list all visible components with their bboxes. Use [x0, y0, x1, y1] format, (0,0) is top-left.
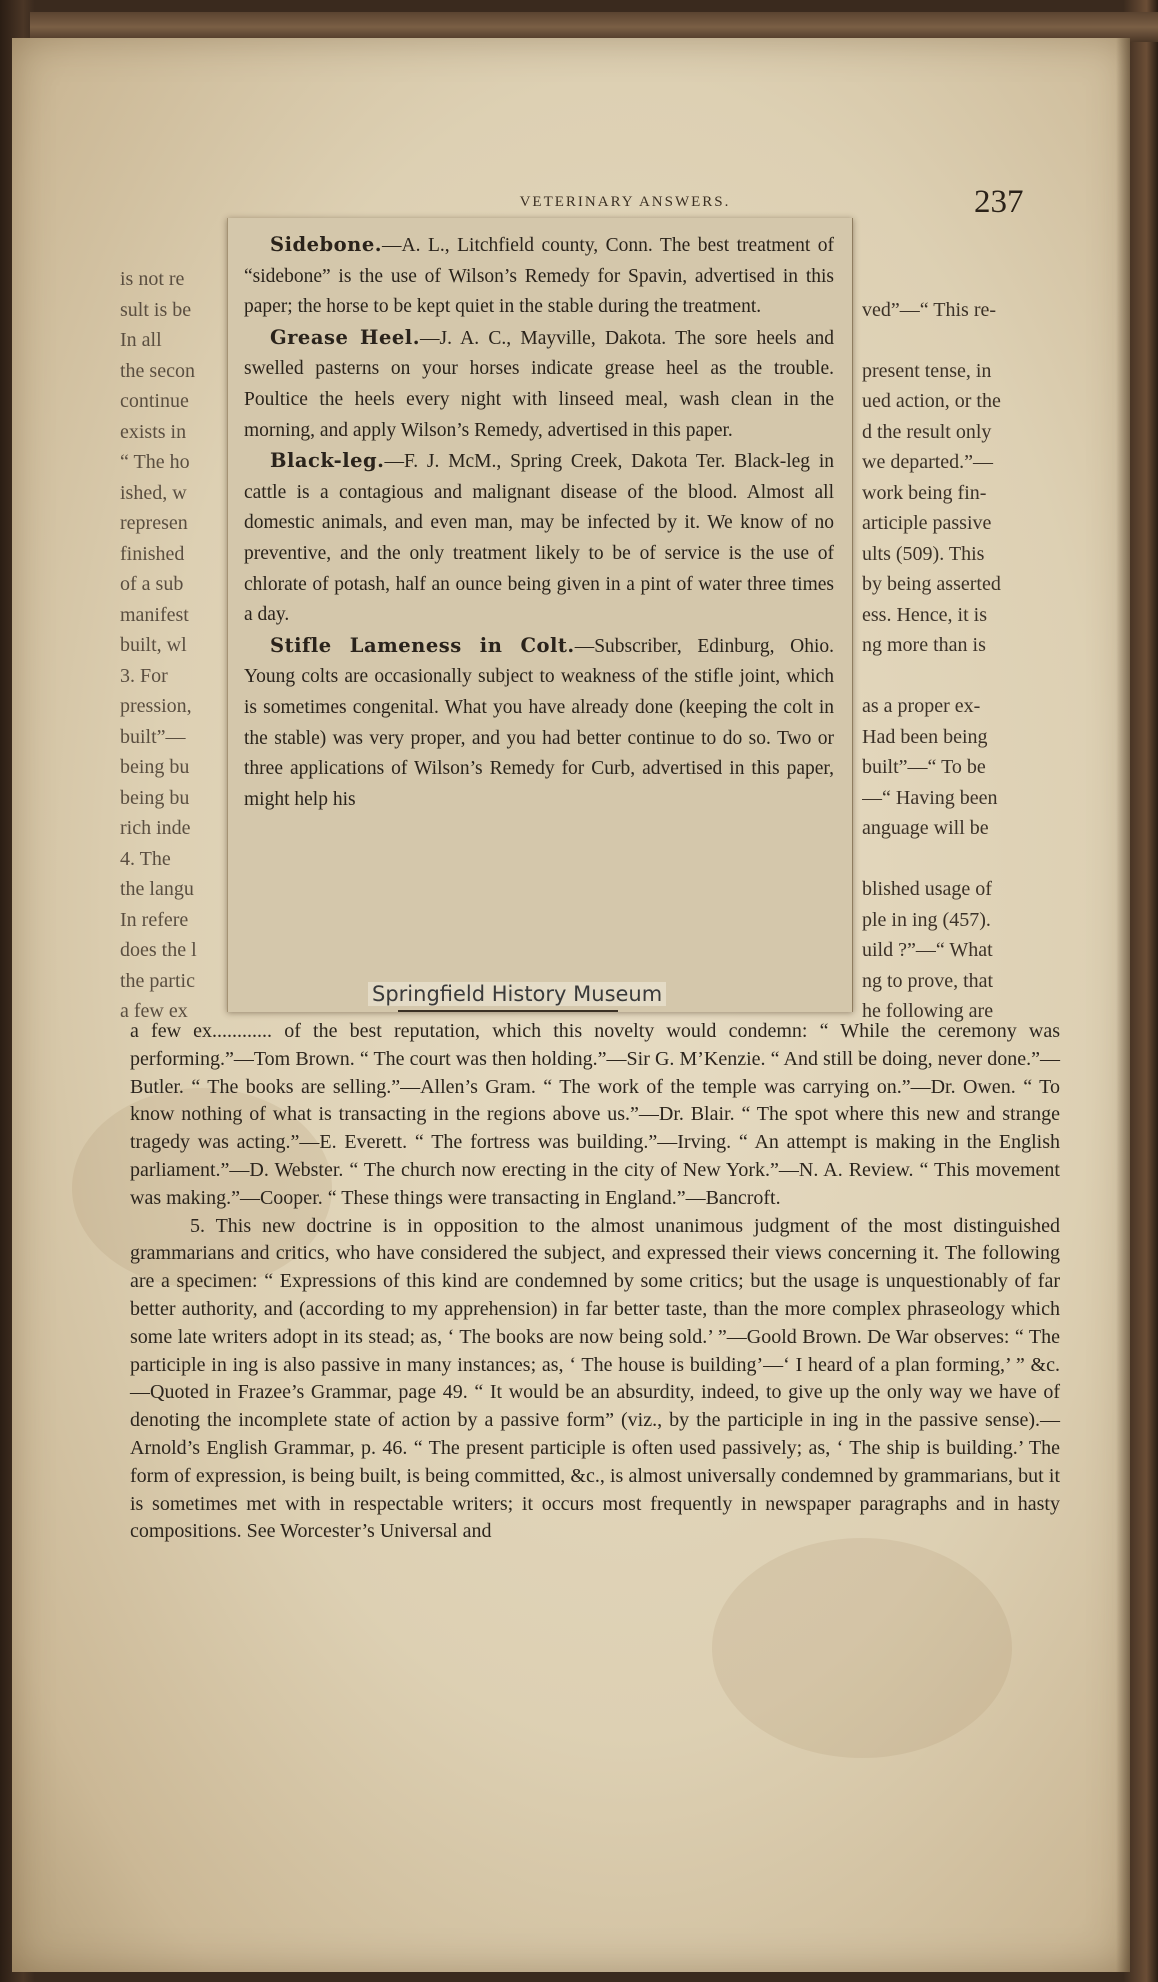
underlying-text-fragment: uild ?”—“ What — [862, 939, 993, 961]
underlying-text-fragment: manifest — [120, 603, 189, 626]
underlying-text-fragment: rich inde — [120, 817, 191, 839]
underlying-text-fragment: being bu — [120, 786, 190, 809]
underlying-text-fragment: pression, — [120, 695, 192, 717]
clipping-entry-black-leg — [244, 446, 834, 631]
underlying-text-fragment: —“ Having been — [862, 786, 998, 809]
underlying-text-fragment: sult is be — [120, 298, 192, 321]
entry-heading: Black-leg. — [270, 449, 385, 473]
clipping-entry-stifle-lameness — [244, 631, 834, 816]
underlying-text-fragment: 3. For — [120, 664, 168, 687]
underlying-text-fragment: does the l — [120, 939, 197, 961]
underlying-text-fragment — [862, 661, 1062, 692]
clipping-text — [244, 230, 834, 815]
entry-text: —J. A. C., Mayville, Dakota. The sore heels and swelled pasterns on your horses indicate grease heel as the trouble. Poultice the heels every night with linseed meal, wash clean in the morning, and apply Wilson’s Remedy, advertised in this paper. — [244, 327, 834, 441]
underlying-text-fragment: work being fin- — [862, 481, 987, 504]
running-head: VETERINARY ANSWERS. — [519, 194, 731, 210]
body-paragraph-5: 5. This new doctrine is in opposition to the almost unanimous judgment of the most distinguished grammarians and critics, who have considered the subject, and expressed their views concerning it. The following are a specimen: “ Expressions of this kind are condemned by some critics; but the usage is unquestionably of far better authority, and (according to my apprehension) in far better taste, than the more complex phraseology which some late writers adopt in its stead; as, ‘ The books are now being sold.’ ”—Goold Brown. De War observes: “ The participle in ing is also passive in many instances; as, ‘ The house is building’—‘ I heard of a plan forming,’ ” &c.—Quoted in Frazee’s Grammar, page 49. “ It would be an absurdity, indeed, to give up the only way we have of denoting the incomplete state of action by a passive form” (viz., by the participle in ing in the passive sense).—Arnold’s English Grammar, p. 46. “ The present participle is often used passively; as, ‘ The ship is building.’ The form of expression, is being built, is being committed, &c., is almost universally condemned by grammarians, but it is sometimes met with in respectable writers; it occurs most frequently in newspaper paragraphs and in hasty compositions. See Worcester’s Universal and — [130, 1214, 1060, 1543]
underlying-text-fragment: ess. Hence, it is — [862, 603, 987, 626]
underlying-text-fragment: the langu — [120, 878, 194, 900]
underlying-text-fragment: the secon — [120, 359, 195, 382]
underlying-text-fragment: built, wl — [120, 634, 187, 656]
underlying-text-fragment: ng more than is — [862, 634, 986, 656]
underlying-text-fragment: In refere — [120, 908, 189, 931]
page-body-text — [130, 1018, 1060, 1546]
entry-heading: Stifle Lameness in Colt. — [270, 633, 575, 657]
underlying-text-left-margin — [120, 264, 230, 1027]
underlying-text-fragment: finished — [120, 542, 185, 565]
underlying-text-fragment: present tense, in — [862, 359, 992, 382]
underlying-text-fragment: being bu — [120, 756, 190, 778]
entry-text: —F. J. McM., Spring Creek, Dakota Ter. Black-leg in cattle is a contagious and malignant disease of the blood. Almost all domestic animals, and even man, may be infected by it. We know of no preventive, and the only treatment likely to be of service is the use of chlorate of potash, half an ounce being given in a pint of water three times a day. — [244, 451, 834, 626]
underlying-text-fragment — [862, 844, 1062, 875]
body-paragraph-4-continued: a few ex............ of the best reputation, which this novelty would condemn: “ While the ceremony was performing.”—Tom Brown. “ The court was then holding.”—Sir G. M’Kenzie. “ And still be doing, never done.”—Butler. “ The books are selling.”—Allen’s Gram. “ The work of the temple was carrying on.”—Dr. Owen. “ To know nothing of what is transacting in the regions above us.”—Dr. Blair. “ The spot where this new and strange tragedy was acting.”—E. Everett. “ The fortress was building.”—Irving. “ An attempt is making in the English parliament.”—D. Webster. “ The church now erecting in the city of New York.”—N. A. Review. “ This movement was making.”—Cooper. “ These things were transacting in England.”—Bancroft. — [130, 1020, 1060, 1209]
underlying-text-fragment: we departed.”— — [862, 451, 994, 473]
underlying-text-fragment: by being asserted — [862, 573, 1001, 595]
underlying-text-fragment: ved”—“ This re- — [862, 298, 997, 321]
page-edge-shadow — [1116, 38, 1130, 1972]
clipping-entry-sidebone — [244, 230, 834, 323]
underlying-text-fragment: articiple passive — [862, 512, 992, 534]
underlying-text-fragment: ished, w — [120, 481, 187, 504]
underlying-text-fragment: anguage will be — [862, 817, 989, 839]
entry-text: —A. L., Litchfield county, Conn. The best treatment of “sidebone” is the use of Wilson’s Remedy for Spavin, advertised in this paper; the horse to be kept quiet in the stable during the treatment. — [244, 235, 834, 318]
page-number: 237 — [974, 184, 1024, 220]
underlying-text-right-margin — [862, 264, 1062, 1027]
underlying-text-fragment: In all — [120, 329, 162, 351]
underlying-text-fragment: “ The ho — [120, 451, 190, 473]
underlying-text-fragment: ple in ing (457). — [862, 908, 991, 931]
underlying-text-fragment: ng to prove, that — [862, 969, 994, 992]
underlying-text-fragment: d the result only — [862, 420, 992, 443]
underlying-text-fragment — [862, 264, 1062, 295]
clipping-entry-grease-heel — [244, 323, 834, 446]
underlying-text-fragment: built”—“ To be — [862, 756, 986, 778]
underlying-text-fragment: blished usage of — [862, 878, 992, 900]
clipping-divider-rule — [398, 1010, 618, 1012]
underlying-text-fragment: built”— — [120, 725, 186, 748]
museum-watermark: Springfield History Museum — [368, 982, 666, 1006]
entry-heading: Grease Heel. — [270, 325, 420, 349]
underlying-text-fragment: ued action, or the — [862, 390, 1001, 412]
entry-heading: Sidebone. — [270, 233, 383, 256]
underlying-text-fragment: the partic — [120, 969, 195, 992]
underlying-text-fragment: as a proper ex- — [862, 695, 981, 717]
underlying-text-fragment: ults (509). This — [862, 542, 985, 565]
pasted-newspaper-clipping — [227, 218, 853, 1012]
underlying-text-fragment: represen — [120, 512, 188, 534]
underlying-text-fragment: continue — [120, 390, 189, 412]
entry-text: —Subscriber, Edinburg, Ohio. Young colts are occasionally subject to weakness of the stifle joint, which is sometimes congenital. What you have already done (keeping the colt in the stable) was very proper, and you had better continue to do so. Two or three applications of Wilson’s Remedy for Curb, advertised in this paper, might help his — [244, 635, 835, 810]
underlying-text-fragment — [862, 325, 1062, 356]
underlying-text-fragment: a few ex — [120, 1000, 188, 1022]
underlying-text-fragment: is not re — [120, 268, 185, 290]
underlying-text-fragment: of a sub — [120, 573, 184, 595]
underlying-text-fragment: exists in — [120, 420, 187, 443]
underlying-text-fragment: 4. The — [120, 847, 171, 870]
underlying-text-fragment: Had been being — [862, 725, 988, 748]
paper-stain — [712, 1538, 1012, 1758]
underlying-text-fragment: he following are — [862, 1000, 994, 1022]
